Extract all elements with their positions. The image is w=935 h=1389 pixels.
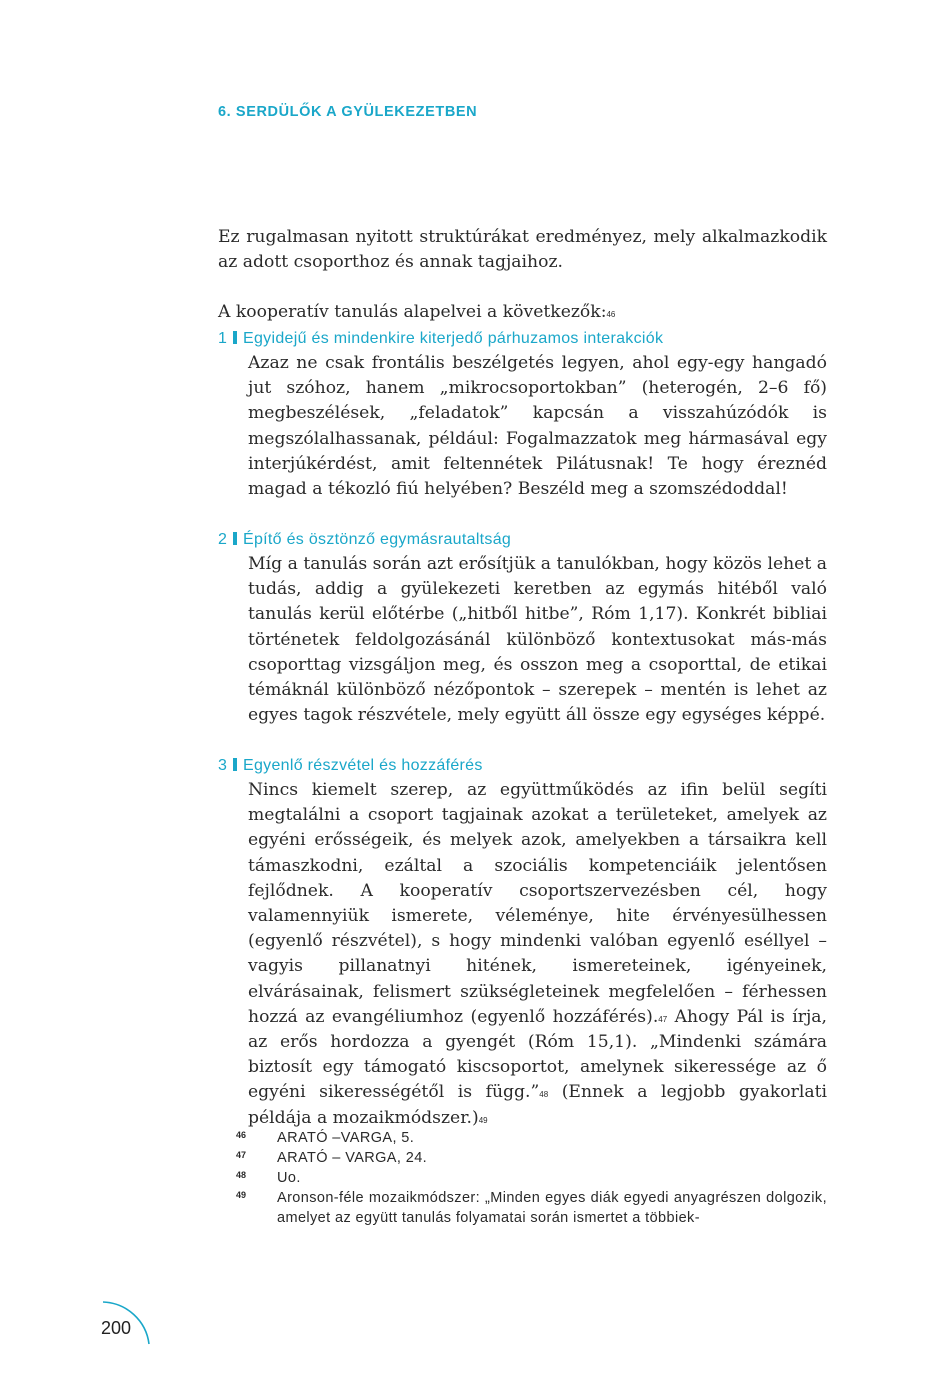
footnote-ref[interactable]: 49	[478, 1115, 488, 1125]
page-number: 200	[101, 1318, 132, 1338]
footnote-ref[interactable]: 47	[658, 1014, 668, 1024]
footnote-number: 46	[236, 1130, 247, 1140]
running-head: 6. SERDÜLŐK A GYÜLEKEZETBEN	[218, 104, 478, 120]
list-intro-text: A kooperatív tanulás alapelvei a következők:	[218, 302, 607, 322]
principle-title: Egyidejű és mindenkire kiterjedő párhuzamos interakciók	[243, 330, 664, 347]
principle-number: 1	[218, 330, 228, 347]
principle-item-2	[218, 527, 827, 728]
footnote-number: 48	[236, 1170, 247, 1180]
footnote-text: Uo.	[277, 1170, 301, 1186]
principle-title: Építő és ösztönző egymásrautaltság	[243, 531, 512, 548]
footnote-text: ARATÓ –VARGA, 5.	[277, 1130, 415, 1146]
bar-marker-icon	[233, 758, 237, 771]
principle-title: Egyenlő részvétel és hozzáférés	[243, 757, 483, 774]
body-text-segment: Ahogy Pál is írja, az erős hordozza a gyengét (Róm 15,1). „Mindenki számára biztosít egy támogató kiscsoportot, amelynek sikeressége az ő egyéni sikerességétől is függ.”	[248, 1006, 827, 1103]
bar-marker-icon	[233, 532, 237, 545]
footnotes	[236, 1128, 827, 1228]
footnote-number: 47	[236, 1150, 247, 1160]
principle-body: Azaz ne csak frontális beszélgetés legyen, ahol egy-egy hangadó jut szóhoz, hanem „mikrocsoportokban” (heterogén, 2–6 fő) megbeszélések, „feladatok” kapcsán a visszahúzódók is megszólalhassanak, például: Fogalmazzatok meg hármasával egy interjúkérdést, amit feltennétek Pilátusnak! Te hogy éreznéd magad a tékozló fiú helyében? Beszéld meg a szomszédoddal!	[248, 353, 827, 500]
principle-item-1	[218, 326, 827, 502]
bar-marker-icon	[233, 331, 237, 344]
footnote	[236, 1168, 827, 1188]
principle-number: 3	[218, 757, 228, 774]
footnote-ref[interactable]: 46	[606, 310, 616, 319]
principle-body: Míg a tanulás során azt erősítjük a tanulókban, hogy közös lehet a tudás, addig a gyülekezeti keretben az egymás hitéből való tanulás kerül előtérbe („hitből hitbe”, Róm 1,17). Konkrét bibliai történetek feldolgozásánál különböző kontextusokat más-más csoporttag vizsgáljon meg, és osszon meg a csoporttal, de etikai témáknál különböző nézőpontok – szerepek – mentén is lehet az egyes tagok részvétele, mely együtt áll össze egy egységes képpé.	[248, 554, 827, 726]
principle-heading	[218, 527, 827, 552]
body-text-segment: (Ennek a legjobb gyakorlati példája a mozaikmódszer.)	[248, 1082, 827, 1128]
footnote	[236, 1188, 827, 1228]
footnote-number: 49	[236, 1190, 247, 1200]
principle-item-3	[218, 753, 827, 1131]
body-paragraph: Ez rugalmasan nyitott struktúrákat eredményez, mely alkalmazkodik az adott csoporthoz és annak tagjaihoz.	[218, 227, 827, 273]
principle-number: 2	[218, 531, 228, 548]
list-intro	[218, 300, 827, 325]
principle-body	[248, 778, 827, 1131]
footnote	[236, 1128, 827, 1148]
footnote-text: Aronson-féle mozaikmódszer: „Minden egyes diák egyedi anyagrészen dolgozik, amelyet az együtt tanulás folyamatai során ismertet a többiek-	[277, 1190, 827, 1226]
footnote	[236, 1148, 827, 1168]
principle-heading	[218, 753, 827, 778]
body-text-segment: Nincs kiemelt szerep, az együttműködés az ifin belül segíti megtalálni a csoport tagjainak azokat a területeket, amelyek az egyéni erősségeik, és melyek azok, amelyekben a társaikra kell támaszkodni, ezáltal a szociális kompetenciáik jelentősen fejlődnek. A kooperatív csoportszervezésben cél, hogy valamennyiük ismerete, véleménye, hite érvényesülhessen (egyenlő részvétel), s hogy mindenki valóban egyenlő eséllyel – vagyis pillanatnyi hitének, ismereteinek, igényeinek, elvárásainak, felismert szükségleteinek megfelelően – férhessen hozzá az evangéliumhoz (egyenlő hozzáférés).	[248, 780, 827, 1027]
footnote-text: ARATÓ – VARGA, 24.	[277, 1150, 428, 1166]
principle-heading	[218, 326, 827, 351]
footnote-ref[interactable]: 48	[539, 1090, 549, 1100]
